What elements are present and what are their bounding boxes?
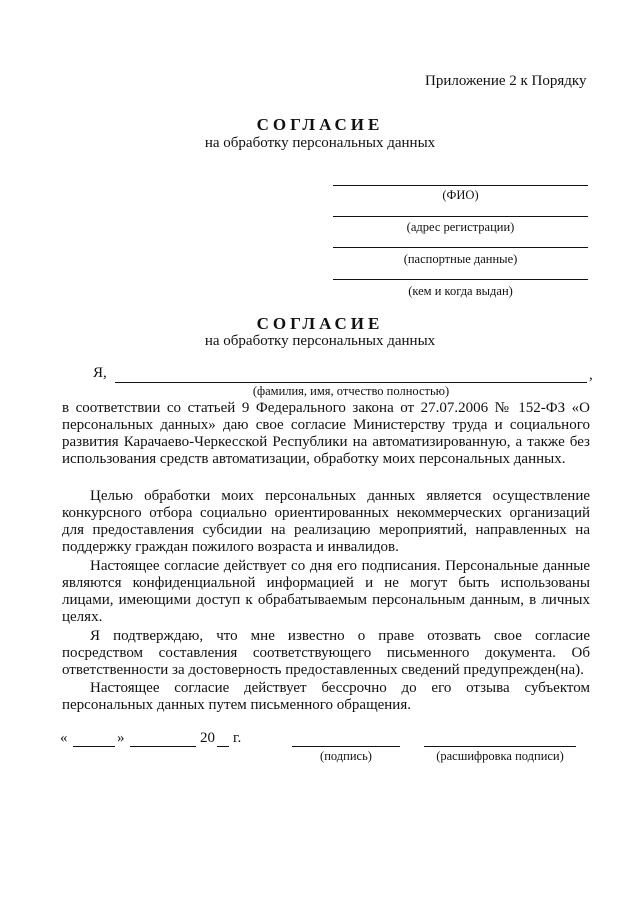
paragraph-3 (62, 558, 590, 626)
passport-caption: (паспортные данные) (403, 252, 518, 266)
date-open-quote: « (60, 730, 68, 746)
body-title: СОГЛАСИЕ (256, 314, 384, 333)
issued-caption: (кем и когда выдан) (408, 284, 513, 298)
address-caption: (адрес регистрации) (406, 220, 515, 234)
paragraph-4-text: Я подтверждаю, что мне известно о праве отозвать свое согласие посредством составления соответствующего письменного документа. Об ответственности за достоверность предоставленных сведений предупрежден(на). (62, 628, 590, 678)
annex-label: Приложение 2 к Порядку (425, 73, 587, 89)
header-title: СОГЛАСИЕ (256, 115, 384, 134)
i-label: Я, (93, 365, 107, 381)
decode-line[interactable] (424, 746, 576, 747)
day-line[interactable] (73, 746, 115, 747)
header-subtitle: на обработку персональных данных (204, 135, 436, 151)
fio-caption: (ФИО) (442, 188, 479, 202)
body-subtitle: на обработку персональных данных (204, 333, 436, 349)
address-line[interactable] (333, 216, 588, 217)
comma-mark: , (589, 367, 593, 383)
year-prefix: 20 (200, 730, 215, 746)
issued-line[interactable] (333, 279, 588, 280)
paragraph-2 (62, 488, 590, 556)
fio-line[interactable] (333, 185, 588, 186)
paragraph-2-text: Целью обработки моих персональных данных является осуществление конкурсного отбора социально ориентированных некоммерческих организаций для предоставления субсидии на реализацию мероприятий, направленных на поддержку граждан пожилого возраста и инвалидов. (62, 488, 590, 555)
decode-caption: (расшифровка подписи) (436, 749, 564, 763)
paragraph-1: в соответствии со статьей 9 Федерального закона от 27.07.2006 № 152-ФЗ «О персональных данных» даю свое согласие Министерству труда и социального развития Карачаево-Черкесской Республики на автоматизированную, а также без использования средств автоматизации, обработку моих персональных данных. (62, 400, 590, 467)
paragraph-5-text: Настоящее согласие действует бессрочно до его отзыва субъектом персональных данных путем письменного обращения. (62, 680, 590, 713)
paragraph-4 (62, 628, 590, 679)
name-caption: (фамилия, имя, отчество полностью) (252, 384, 450, 398)
date-close-quote: » (117, 730, 125, 746)
year-suffix: г. (233, 730, 242, 746)
paragraph-3-text: Настоящее согласие действует со дня его подписания. Персональные данные являются конфиденциальной информацией и не могут быть использованы лицами, имеющими доступ к обрабатываемым персональным данным, в личных целях. (62, 558, 590, 625)
signature-line[interactable] (292, 746, 400, 747)
year-line[interactable] (217, 746, 229, 747)
month-line[interactable] (130, 746, 196, 747)
passport-line[interactable] (333, 247, 588, 248)
paragraph-5 (62, 680, 590, 714)
signature-caption: (подпись) (320, 749, 372, 763)
full-name-line[interactable] (115, 382, 587, 383)
